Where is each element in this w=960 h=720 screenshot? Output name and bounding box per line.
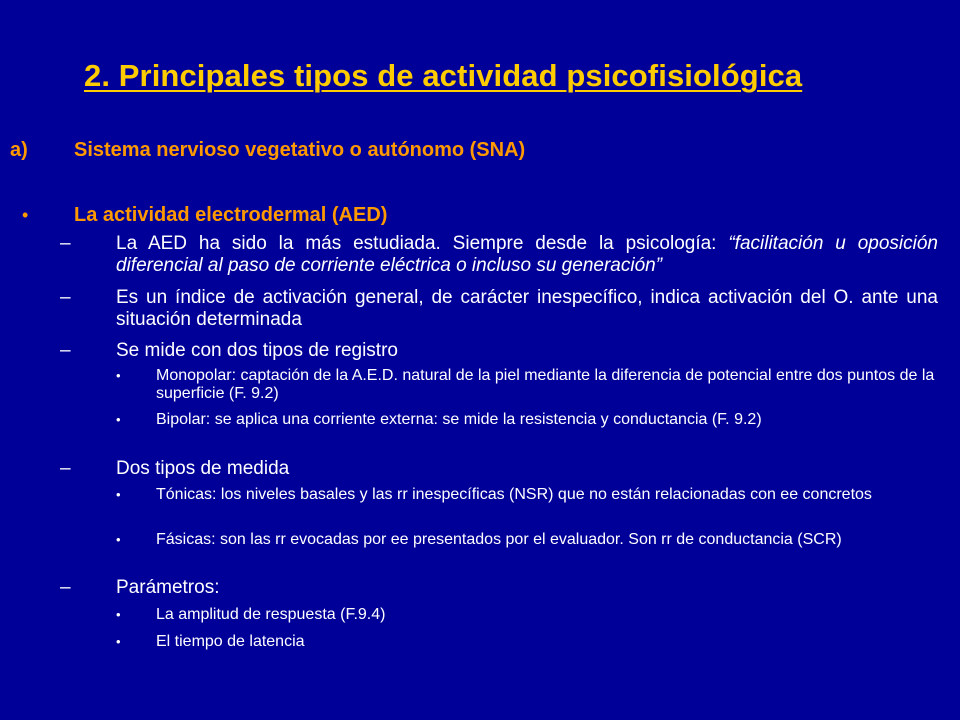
- list-item-text: Dos tipos de medida: [116, 458, 290, 479]
- list-item-text: Parámetros:: [116, 577, 220, 598]
- sub-list-item-text: Bipolar: se aplica una corriente externa: se mide la resistencia y conductancia (F. 9.2): [156, 411, 762, 428]
- bullet-icon: •: [116, 368, 121, 383]
- dash-icon: –: [60, 577, 71, 598]
- list-item-text: [116, 233, 938, 277]
- sub-list-item-text: Tónicas: los niveles basales y las rr inespecíficas (NSR) que no están relacionadas con ee concretos: [156, 486, 872, 503]
- list-item-text-italic: “facilitación u oposición diferencial al paso de corriente eléctrica o incluso su generación”: [116, 233, 938, 276]
- bullet-icon: •: [116, 607, 121, 622]
- dash-icon: –: [60, 340, 71, 361]
- dash-icon: –: [60, 233, 71, 254]
- dash-icon: –: [60, 287, 71, 308]
- slide-title: 2. Principales tipos de actividad psicofisiológica: [84, 58, 803, 93]
- bullet-icon: •: [22, 205, 29, 225]
- sub-list-item-text: El tiempo de latencia: [156, 633, 305, 650]
- sub-list-item-text: La amplitud de respuesta (F.9.4): [156, 606, 386, 623]
- subsection-aed-text: La actividad electrodermal (AED): [74, 204, 388, 226]
- sub-list-item-text: Monopolar: captación de la A.E.D. natural de la piel mediante la diferencia de potencial entre dos puntos de la superficie (F. 9.2): [156, 367, 935, 402]
- section-a-marker: a): [10, 139, 28, 161]
- bullet-icon: •: [116, 487, 121, 502]
- bullet-icon: •: [116, 412, 121, 427]
- list-item-text: Se mide con dos tipos de registro: [116, 340, 398, 361]
- dash-icon: –: [60, 458, 71, 479]
- list-item-text: Es un índice de activación general, de carácter inespecífico, indica activación del O. ante una situación determinada: [116, 287, 938, 330]
- section-a-text: Sistema nervioso vegetativo o autónomo (SNA): [74, 139, 526, 161]
- bullet-icon: •: [116, 532, 121, 547]
- sub-list-item-text: Fásicas: son las rr evocadas por ee presentados por el evaluador. Son rr de conductancia (SCR): [156, 531, 842, 548]
- list-item-text-plain: La AED ha sido la más estudiada. Siempre desde la psicología:: [116, 233, 729, 254]
- bullet-icon: •: [116, 634, 121, 649]
